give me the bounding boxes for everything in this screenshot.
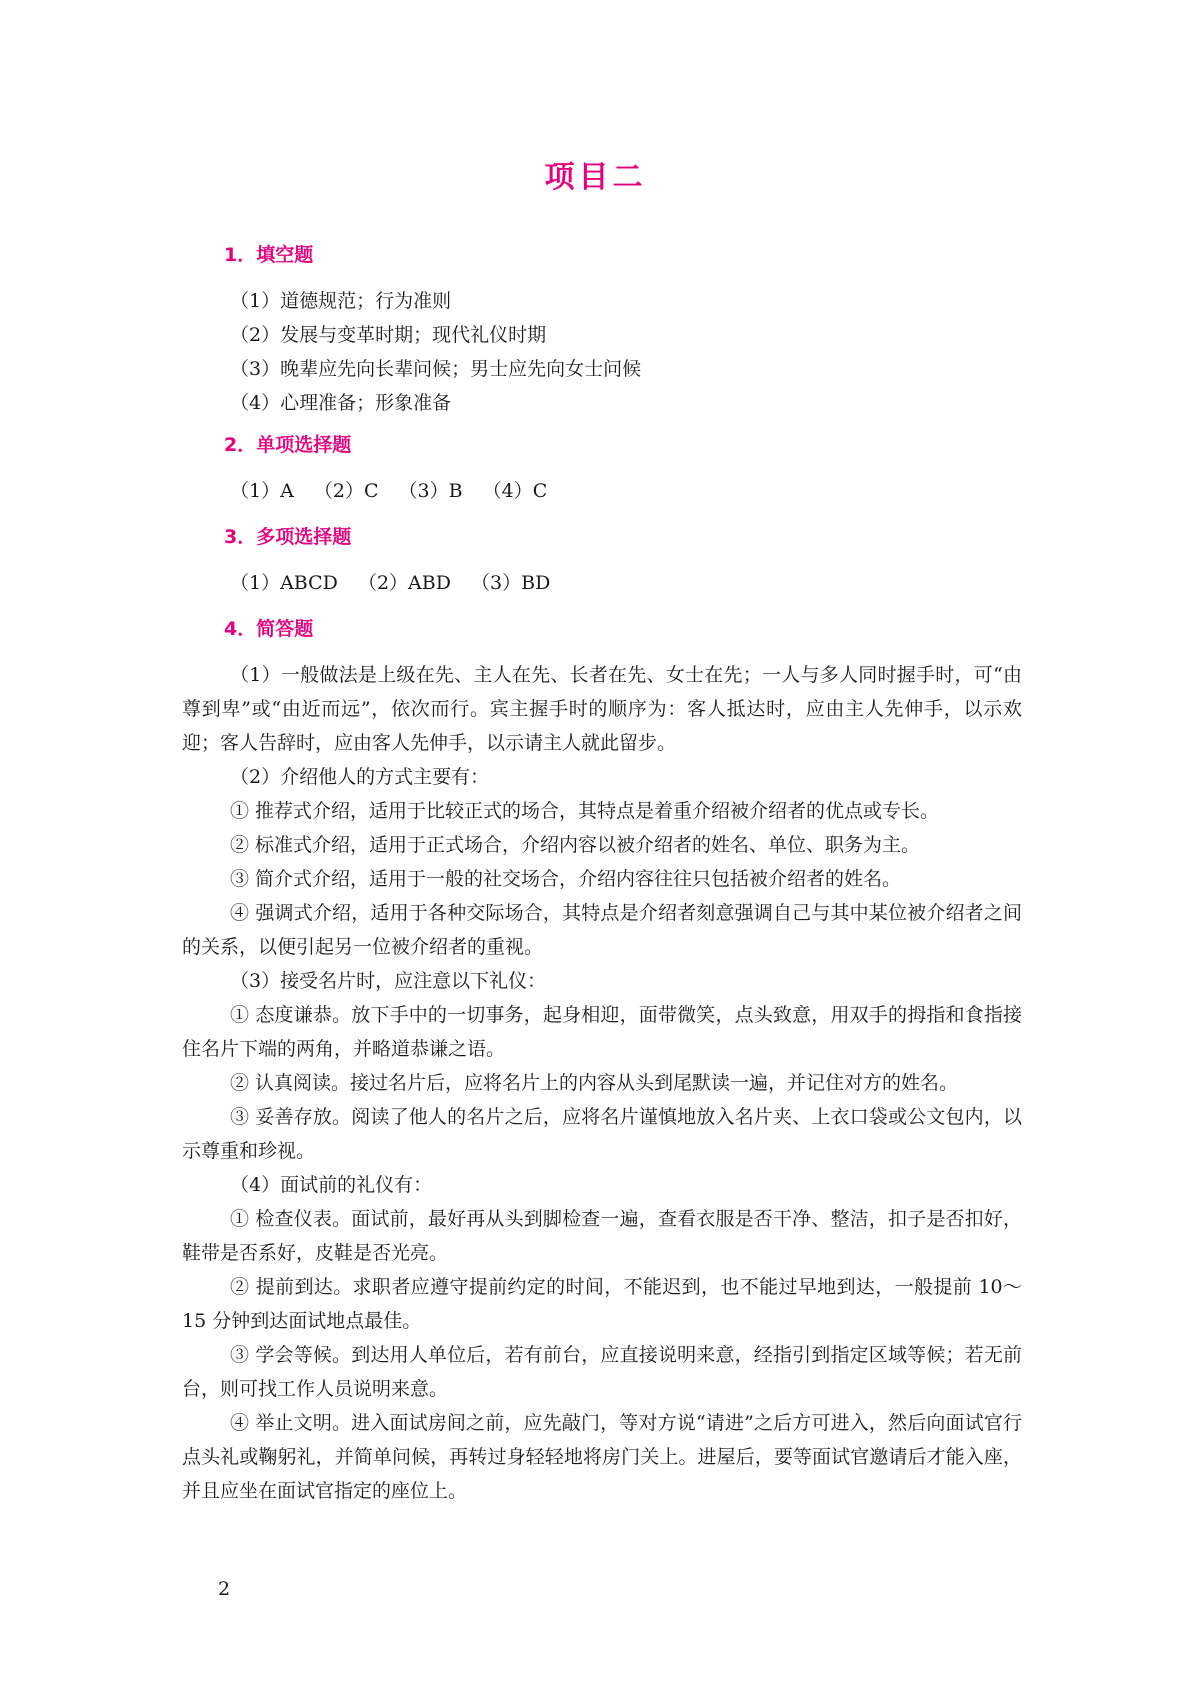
paragraph: ③ 简介式介绍，适用于一般的社交场合，介绍内容往往只包括被介绍者的姓名。: [230, 868, 902, 890]
paragraph: ① 检查仪表。面试前，最好再从头到脚检查一遍，查看衣服是否干净、整洁，扣子是否扣好，鞋带是否系好，皮鞋是否光亮。: [182, 1208, 1022, 1264]
paragraph: ① 态度谦恭。放下手中的一切事务，起身相迎，面带微笑，点头致意，用双手的拇指和食指接住名片下端的两角，并略道恭谦之语。: [182, 1004, 1022, 1060]
answer: （2）C: [313, 480, 379, 502]
section-heading-short-answer: 4．简答题: [224, 618, 314, 640]
page-title: 项目二: [544, 160, 647, 195]
answer: （2）ABD: [357, 572, 451, 594]
list-item: （3）晚辈应先向长辈问候；男士应先向女士问候: [230, 358, 642, 380]
multiple-choice-answers: [230, 566, 1022, 600]
paragraph: ② 认真阅读。接过名片后，应将名片上的内容从头到尾默读一遍，并记住对方的姓名。: [230, 1072, 959, 1094]
paragraph: （3）接受名片时，应注意以下礼仪：: [230, 970, 547, 992]
paragraph: ① 推荐式介绍，适用于比较正式的场合，其特点是着重介绍被介绍者的优点或专长。: [230, 800, 940, 822]
single-choice-answers: [230, 474, 1022, 508]
paragraph: ④ 强调式介绍，适用于各种交际场合，其特点是介绍者刻意强调自己与其中某位被介绍者之间的关系，以便引起另一位被介绍者的重视。: [182, 902, 1022, 958]
paragraph: （1）一般做法是上级在先、主人在先、长者在先、女士在先；一人与多人同时握手时，可“由尊到卑”或“由近而远”，依次而行。宾主握手时的顺序为：客人抵达时，应由主人先伸手，以示欢迎；客人告辞时，应由客人先伸手，以示请主人就此留步。: [182, 664, 1022, 754]
list-item: （4）心理准备；形象准备: [230, 392, 452, 414]
paragraph: ③ 妥善存放。阅读了他人的名片之后，应将名片谨慎地放入名片夹、上衣口袋或公文包内，以示尊重和珍视。: [182, 1106, 1022, 1162]
list-item: （2）发展与变革时期；现代礼仪时期: [230, 324, 547, 346]
page-number: 2: [218, 1578, 231, 1600]
paragraph: ② 提前到达。求职者应遵守提前约定的时间，不能迟到，也不能过早地到达，一般提前 10～15 分钟到达面试地点最佳。: [182, 1276, 1022, 1332]
answer: （1）ABCD: [230, 572, 338, 594]
paragraph: ③ 学会等候。到达用人单位后，若有前台，应直接说明来意，经指引到指定区域等候；若无前台，则可找工作人员说明来意。: [182, 1344, 1022, 1400]
paragraph: （2）介绍他人的方式主要有：: [230, 766, 490, 788]
paragraph: ② 标准式介绍，适用于正式场合，介绍内容以被介绍者的姓名、单位、职务为主。: [230, 834, 921, 856]
fill-in-answers: [182, 284, 1022, 420]
answer: （3）BD: [471, 572, 551, 594]
answer: （4）C: [482, 480, 548, 502]
section-heading-multiple-choice: 3．多项选择题: [224, 526, 352, 548]
list-item: （1）道德规范；行为准则: [230, 290, 452, 312]
document-body: [182, 242, 1022, 1508]
section-heading-fill-in: 1．填空题: [224, 244, 314, 266]
section-heading-single-choice: 2．单项选择题: [224, 434, 352, 456]
short-answer-body: [182, 658, 1022, 1508]
answer: （3）B: [398, 480, 463, 502]
paragraph: （4）面试前的礼仪有：: [230, 1174, 433, 1196]
paragraph: ④ 举止文明。进入面试房间之前，应先敲门，等对方说“请进”之后方可进入，然后向面试官行点头礼或鞠躬礼，并简单问候，再转过身轻轻地将房门关上。进屋后，要等面试官邀请后才能入座，并且应坐在面试官指定的座位上。: [182, 1412, 1022, 1502]
answer: （1）A: [230, 480, 294, 502]
